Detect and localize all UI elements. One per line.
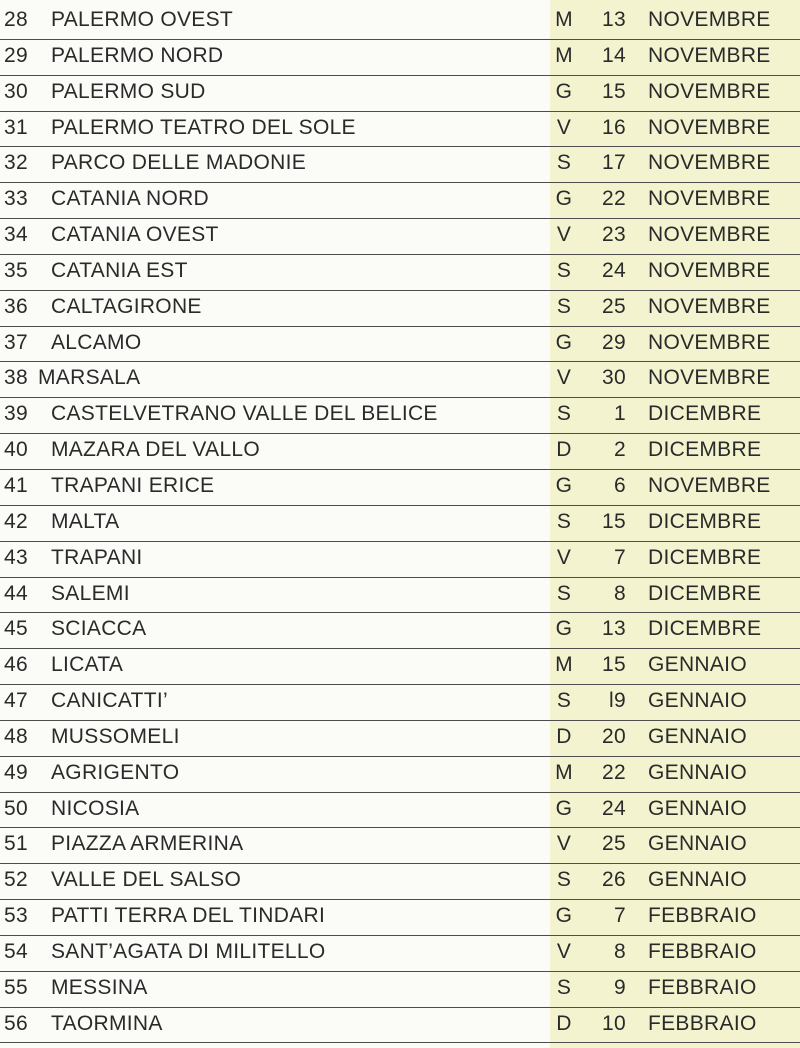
row-number: 39 (4, 402, 28, 426)
day-number: 22 (602, 760, 626, 784)
day-number: l9 (609, 689, 626, 713)
month-name: GENNAIO (648, 760, 747, 784)
table-row (0, 613, 800, 649)
row-number: 45 (4, 617, 28, 641)
day-number: 26 (602, 868, 626, 892)
month-name: NOVEMBRE (648, 79, 771, 103)
day-number: 13 (602, 8, 626, 31)
club-name: SANT’AGATA DI MILITELLO (51, 939, 326, 963)
club-name: MALTA (51, 509, 120, 533)
row-number: 49 (4, 760, 28, 784)
row-number: 30 (4, 79, 28, 103)
table-row (0, 255, 800, 291)
row-number: 44 (4, 581, 28, 605)
day-number: 15 (602, 509, 626, 533)
month-name: GENNAIO (648, 689, 747, 713)
table-row (0, 649, 800, 685)
day-number: 17 (602, 151, 626, 175)
table-row (0, 147, 800, 183)
day-number: 8 (614, 581, 626, 605)
row-number: 35 (4, 258, 28, 282)
row-number: 46 (4, 653, 28, 677)
table-row (0, 1008, 800, 1044)
table-row (0, 864, 800, 900)
row-number: 43 (4, 545, 28, 569)
row-number: 42 (4, 509, 28, 533)
day-number: 24 (602, 796, 626, 820)
day-number: 25 (602, 832, 626, 856)
month-name: DICEMBRE (648, 581, 762, 605)
club-name: TAORMINA (51, 1011, 163, 1035)
weekday-letter: M (555, 43, 573, 67)
month-name: NOVEMBRE (648, 473, 771, 497)
weekday-letter: S (556, 509, 572, 533)
club-name: MUSSOMELI (51, 724, 180, 748)
club-name: CATANIA OVEST (51, 223, 219, 247)
row-number: 32 (4, 151, 28, 175)
weekday-letter: V (556, 115, 572, 139)
club-name: MARSALA (38, 366, 141, 390)
day-number: 23 (602, 223, 626, 247)
club-name: PALERMO NORD (51, 43, 224, 67)
row-number: 34 (4, 223, 28, 247)
weekday-letter: G (555, 904, 573, 928)
day-number: 14 (602, 43, 626, 67)
row-number: 38 (4, 366, 28, 390)
weekday-letter: V (556, 366, 572, 390)
weekday-letter: V (556, 832, 572, 856)
table-row (0, 398, 800, 434)
weekday-letter: S (556, 151, 572, 175)
weekday-letter: G (555, 79, 573, 103)
table-row (0, 972, 800, 1008)
club-name: VALLE DEL SALSO (51, 868, 242, 892)
month-name: DICEMBRE (648, 402, 762, 426)
table-row (0, 506, 800, 542)
club-name: TRAPANI ERICE (51, 473, 215, 497)
day-number: 30 (602, 366, 626, 390)
club-name: PIAZZA ARMERINA (51, 832, 244, 856)
row-number: 41 (4, 473, 28, 497)
month-name: NOVEMBRE (648, 366, 771, 390)
table-row (0, 434, 800, 470)
day-number: 1 (614, 402, 626, 426)
weekday-letter: M (555, 653, 573, 677)
club-name: SALEMI (51, 581, 130, 605)
table-row (0, 183, 800, 219)
day-number: 20 (602, 724, 626, 748)
month-name: NOVEMBRE (648, 115, 771, 139)
day-number: 7 (614, 545, 626, 569)
day-number: 8 (614, 939, 626, 963)
club-name: PATTI TERRA DEL TINDARI (51, 904, 326, 928)
day-number: 22 (602, 187, 626, 211)
day-number: 15 (602, 653, 626, 677)
month-name: GENNAIO (648, 868, 747, 892)
row-number: 50 (4, 796, 28, 820)
row-number: 33 (4, 187, 28, 211)
month-name: FEBBRAIO (648, 939, 757, 963)
row-number: 28 (4, 8, 28, 31)
month-name: GENNAIO (648, 832, 747, 856)
day-number: 15 (602, 79, 626, 103)
table-row (0, 327, 800, 363)
club-name: MESSINA (51, 975, 148, 999)
month-name: NOVEMBRE (648, 187, 771, 211)
club-name: PALERMO OVEST (51, 8, 234, 31)
weekday-letter: G (555, 796, 573, 820)
club-name: LICATA (51, 653, 124, 677)
table-row (0, 721, 800, 757)
month-name: NOVEMBRE (648, 8, 771, 31)
month-name: GENNAIO (648, 796, 747, 820)
weekday-letter: G (555, 473, 573, 497)
month-name: NOVEMBRE (648, 43, 771, 67)
weekday-letter: S (556, 868, 572, 892)
club-name: PARCO DELLE MADONIE (51, 151, 307, 175)
weekday-letter: G (555, 187, 573, 211)
day-number: 7 (614, 904, 626, 928)
club-name: NICOSIA (51, 796, 140, 820)
weekday-letter: G (555, 617, 573, 641)
row-number: 37 (4, 330, 28, 354)
row-number: 52 (4, 868, 28, 892)
weekday-letter: S (556, 258, 572, 282)
month-name: NOVEMBRE (648, 151, 771, 175)
month-name: FEBBRAIO (648, 904, 757, 928)
club-name: SCIACCA (51, 617, 147, 641)
row-number: 36 (4, 294, 28, 318)
month-name: FEBBRAIO (648, 1011, 757, 1035)
table-row (0, 793, 800, 829)
club-name: TRAPANI (51, 545, 143, 569)
month-name: DICEMBRE (648, 617, 762, 641)
row-number: 55 (4, 975, 28, 999)
day-number: 24 (602, 258, 626, 282)
club-name: CASTELVETRANO VALLE DEL BELICE (51, 402, 438, 426)
month-name: NOVEMBRE (648, 330, 771, 354)
club-name: PALERMO SUD (51, 79, 206, 103)
table-row (0, 76, 800, 112)
club-name: PALERMO TEATRO DEL SOLE (51, 115, 356, 139)
day-number: 13 (602, 617, 626, 641)
table-row (0, 4, 800, 40)
weekday-letter: S (556, 294, 572, 318)
weekday-letter: V (556, 545, 572, 569)
club-name: AGRIGENTO (51, 760, 180, 784)
row-number: 40 (4, 438, 28, 462)
table-row (0, 470, 800, 506)
table-row (0, 362, 800, 398)
table-row (0, 112, 800, 148)
row-number: 54 (4, 939, 28, 963)
month-name: DICEMBRE (648, 545, 762, 569)
club-name: MAZARA DEL VALLO (51, 438, 261, 462)
weekday-letter: D (556, 438, 572, 462)
day-number: 2 (614, 438, 626, 462)
club-name: CATANIA NORD (51, 187, 210, 211)
month-name: GENNAIO (648, 724, 747, 748)
table-row (0, 936, 800, 972)
table-row (0, 828, 800, 864)
weekday-letter: D (556, 724, 572, 748)
weekday-letter: V (556, 939, 572, 963)
weekday-letter: M (555, 8, 573, 31)
row-number: 56 (4, 1011, 28, 1035)
club-name: ALCAMO (51, 330, 142, 354)
month-name: NOVEMBRE (648, 258, 771, 282)
row-number: 29 (4, 43, 28, 67)
row-number: 31 (4, 115, 28, 139)
weekday-letter: V (556, 223, 572, 247)
club-name: CATANIA EST (51, 258, 188, 282)
day-number: 6 (614, 473, 626, 497)
table-row (0, 542, 800, 578)
weekday-letter: S (556, 581, 572, 605)
month-name: DICEMBRE (648, 438, 762, 462)
day-number: 10 (602, 1011, 626, 1035)
schedule-table (0, 4, 800, 1043)
table-row (0, 900, 800, 936)
weekday-letter: G (555, 330, 573, 354)
table-row (0, 685, 800, 721)
weekday-letter: S (556, 689, 572, 713)
row-number: 51 (4, 832, 28, 856)
month-name: GENNAIO (648, 653, 747, 677)
club-name: CANICATTI’ (51, 689, 168, 713)
table-row (0, 578, 800, 614)
weekday-letter: D (556, 1011, 572, 1035)
day-number: 29 (602, 330, 626, 354)
table-row (0, 40, 800, 76)
weekday-letter: M (555, 760, 573, 784)
month-name: FEBBRAIO (648, 975, 757, 999)
table-row (0, 219, 800, 255)
table-row (0, 757, 800, 793)
day-number: 9 (614, 975, 626, 999)
row-number: 53 (4, 904, 28, 928)
table-row (0, 291, 800, 327)
month-name: DICEMBRE (648, 509, 762, 533)
day-number: 25 (602, 294, 626, 318)
row-number: 47 (4, 689, 28, 713)
month-name: NOVEMBRE (648, 223, 771, 247)
club-name: CALTAGIRONE (51, 294, 202, 318)
month-name: NOVEMBRE (648, 294, 771, 318)
weekday-letter: S (556, 975, 572, 999)
row-number: 48 (4, 724, 28, 748)
day-number: 16 (602, 115, 626, 139)
weekday-letter: S (556, 402, 572, 426)
